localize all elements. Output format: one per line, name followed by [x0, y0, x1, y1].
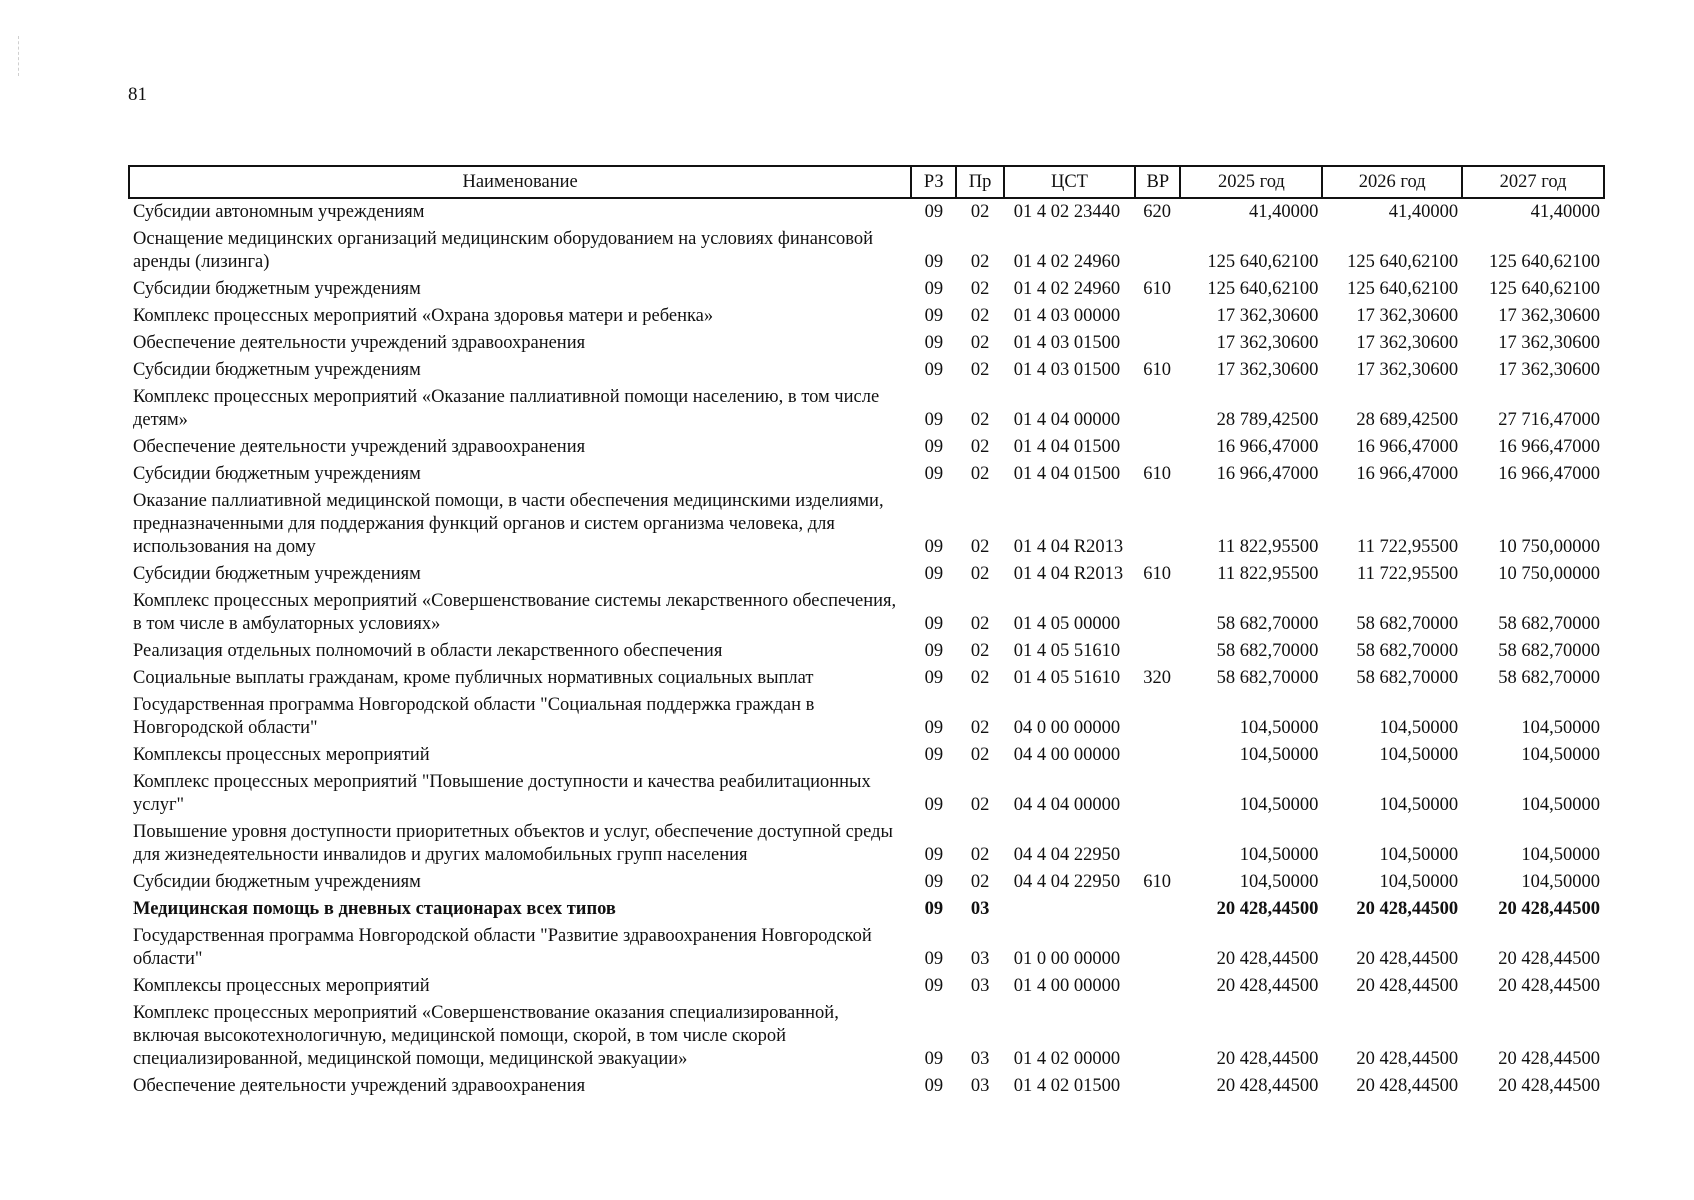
table-row	[129, 357, 1604, 384]
row-2026: 20 428,44500	[1356, 949, 1459, 969]
row-2025: 58 682,70000	[1216, 668, 1319, 688]
row-vr	[1135, 973, 1180, 1000]
row-vr	[1135, 303, 1180, 330]
table-row	[129, 461, 1604, 488]
row-2026: 104,50000	[1379, 718, 1459, 738]
table-row	[129, 692, 1604, 742]
row-2027: 20 428,44500	[1498, 976, 1600, 996]
row-pr: 03	[970, 899, 990, 919]
header-cst: ЦСТ	[1004, 166, 1136, 198]
table-row	[129, 742, 1604, 769]
row-rz: 09	[924, 333, 944, 353]
row-cst: 01 4 02 00000	[1013, 1049, 1121, 1069]
row-2026: 20 428,44500	[1356, 1049, 1459, 1069]
row-vr: 320	[1143, 668, 1172, 688]
row-vr: 610	[1143, 564, 1172, 584]
row-2027: 104,50000	[1521, 872, 1600, 892]
row-rz: 09	[924, 564, 944, 584]
row-cst: 01 4 02 23440	[1013, 202, 1121, 222]
row-2026: 11 722,95500	[1357, 564, 1459, 584]
row-rz: 09	[924, 537, 944, 557]
row-2027: 104,50000	[1521, 845, 1600, 865]
row-vr: 610	[1143, 872, 1172, 892]
row-pr: 02	[970, 306, 990, 326]
row-cst: 01 4 03 00000	[1013, 306, 1121, 326]
row-2026: 58 682,70000	[1356, 641, 1459, 661]
row-name: Повышение уровня доступности приоритетных объектов и услуг, обеспечение доступной среды для жизнедеятельности инвалидов и других маломобильных групп населения	[133, 822, 893, 865]
row-2027: 125 640,62100	[1489, 252, 1600, 272]
row-name: Комплекс процессных мероприятий «Совершенствование оказания специализированной, включая высокотехнологичную, медицинской помощи, скорой, в том числе скорой специализированной, медицинской помощи, медицинской эвакуации»	[133, 1003, 839, 1069]
row-vr	[1135, 434, 1180, 461]
row-2025: 104,50000	[1239, 795, 1319, 815]
row-2027: 16 966,47000	[1498, 437, 1600, 457]
table-row	[129, 896, 1604, 923]
row-2025: 20 428,44500	[1216, 1076, 1319, 1096]
row-rz: 09	[924, 279, 944, 299]
row-cst	[1004, 896, 1136, 923]
row-pr: 02	[970, 537, 990, 557]
row-2026: 58 682,70000	[1356, 614, 1459, 634]
row-vr: 610	[1143, 360, 1172, 380]
row-name: Субсидии бюджетным учреждениям	[133, 872, 421, 892]
row-2027: 58 682,70000	[1498, 668, 1600, 688]
row-2025: 58 682,70000	[1216, 641, 1319, 661]
header-rz: РЗ	[911, 166, 956, 198]
row-pr: 03	[970, 976, 990, 996]
row-2026: 125 640,62100	[1347, 279, 1459, 299]
row-2025: 20 428,44500	[1216, 1049, 1319, 1069]
row-cst: 04 4 04 22950	[1013, 845, 1121, 865]
row-2025: 58 682,70000	[1216, 614, 1319, 634]
row-2027: 58 682,70000	[1498, 641, 1600, 661]
table-row	[129, 1073, 1604, 1100]
table-row	[129, 819, 1604, 869]
scan-margin-marks	[18, 36, 20, 76]
row-2025: 104,50000	[1239, 745, 1319, 765]
row-rz: 09	[924, 360, 944, 380]
row-cst: 01 4 04 R2013	[1013, 564, 1124, 584]
row-name: Медицинская помощь в дневных стационарах всех типов	[133, 899, 616, 919]
row-2027: 27 716,47000	[1498, 410, 1600, 430]
row-name: Реализация отдельных полномочий в области лекарственного обеспечения	[133, 641, 723, 661]
row-pr: 02	[970, 410, 990, 430]
row-2026: 20 428,44500	[1356, 976, 1459, 996]
row-2027: 20 428,44500	[1498, 899, 1600, 919]
table-row	[129, 665, 1604, 692]
row-cst: 04 4 04 00000	[1013, 795, 1121, 815]
row-rz: 09	[924, 1076, 944, 1096]
table-row	[129, 384, 1604, 434]
row-vr	[1135, 692, 1180, 742]
row-2027: 17 362,30600	[1498, 360, 1600, 380]
row-vr	[1135, 742, 1180, 769]
row-vr	[1135, 896, 1180, 923]
row-name: Государственная программа Новгородской области "Развитие здравоохранения Новгородской области"	[133, 926, 872, 969]
table-row	[129, 276, 1604, 303]
row-cst: 04 4 00 00000	[1013, 745, 1121, 765]
row-pr: 02	[970, 872, 990, 892]
row-pr: 03	[970, 949, 990, 969]
row-pr: 02	[970, 333, 990, 353]
row-2026: 104,50000	[1379, 745, 1459, 765]
row-rz: 09	[924, 845, 944, 865]
row-name: Обеспечение деятельности учреждений здравоохранения	[133, 1076, 586, 1096]
row-vr	[1135, 819, 1180, 869]
row-rz: 09	[924, 202, 944, 222]
row-pr: 02	[970, 360, 990, 380]
row-cst: 01 4 05 51610	[1013, 641, 1121, 661]
row-cst: 01 4 03 01500	[1013, 360, 1121, 380]
row-2026: 125 640,62100	[1347, 252, 1459, 272]
row-2027: 10 750,00000	[1498, 564, 1600, 584]
row-2027: 20 428,44500	[1498, 1076, 1600, 1096]
table-row	[129, 330, 1604, 357]
row-2026: 104,50000	[1379, 795, 1459, 815]
row-2026: 104,50000	[1379, 872, 1459, 892]
row-pr: 03	[970, 1049, 990, 1069]
row-2025: 41,40000	[1248, 202, 1319, 222]
row-2027: 104,50000	[1521, 745, 1600, 765]
row-vr: 610	[1143, 279, 1172, 299]
row-2026: 16 966,47000	[1356, 464, 1459, 484]
row-2025: 28 789,42500	[1216, 410, 1319, 430]
table-body	[129, 198, 1604, 1100]
row-2027: 17 362,30600	[1498, 306, 1600, 326]
row-pr: 02	[970, 279, 990, 299]
row-name: Комплекс процессных мероприятий «Оказание паллиативной помощи населению, в том числе детям»	[133, 387, 880, 430]
row-2026: 11 722,95500	[1357, 537, 1459, 557]
row-rz: 09	[924, 718, 944, 738]
row-2025: 17 362,30600	[1216, 360, 1319, 380]
row-name: Государственная программа Новгородской области "Социальная поддержка граждан в Новгородской области"	[133, 695, 815, 738]
row-rz: 09	[924, 899, 944, 919]
row-cst: 04 0 00 00000	[1013, 718, 1121, 738]
row-name: Комплекс процессных мероприятий "Повышение доступности и качества реабилитационных услуг"	[133, 772, 871, 815]
row-name: Субсидии бюджетным учреждениям	[133, 564, 421, 584]
row-name: Субсидии бюджетным учреждениям	[133, 279, 421, 299]
row-2026: 28 689,42500	[1356, 410, 1459, 430]
row-pr: 02	[970, 437, 990, 457]
row-2026: 58 682,70000	[1356, 668, 1459, 688]
row-2027: 58 682,70000	[1498, 614, 1600, 634]
row-rz: 09	[924, 795, 944, 815]
row-name: Социальные выплаты гражданам, кроме публичных нормативных социальных выплат	[133, 668, 814, 688]
row-2027: 125 640,62100	[1489, 279, 1600, 299]
row-pr: 02	[970, 564, 990, 584]
row-2027: 17 362,30600	[1498, 333, 1600, 353]
table-row	[129, 303, 1604, 330]
row-2027: 16 966,47000	[1498, 464, 1600, 484]
row-vr	[1135, 384, 1180, 434]
row-2027: 41,40000	[1530, 202, 1600, 222]
row-rz: 09	[924, 410, 944, 430]
row-name: Субсидии бюджетным учреждениям	[133, 360, 421, 380]
row-2025: 11 822,95500	[1217, 537, 1319, 557]
row-2025: 104,50000	[1239, 872, 1319, 892]
row-2027: 10 750,00000	[1498, 537, 1600, 557]
row-2025: 20 428,44500	[1216, 976, 1319, 996]
row-pr: 02	[970, 614, 990, 634]
row-2026: 17 362,30600	[1356, 360, 1459, 380]
row-2026: 17 362,30600	[1356, 333, 1459, 353]
row-cst: 01 4 04 R2013	[1013, 537, 1124, 557]
table-row	[129, 638, 1604, 665]
row-rz: 09	[924, 872, 944, 892]
row-cst: 01 4 04 00000	[1013, 410, 1121, 430]
row-name: Оснащение медицинских организаций медицинским оборудованием на условиях финансовой аренды (лизинга)	[133, 229, 874, 272]
row-vr	[1135, 769, 1180, 819]
row-vr	[1135, 1073, 1180, 1100]
row-pr: 02	[970, 795, 990, 815]
table-row	[129, 588, 1604, 638]
row-2025: 20 428,44500	[1216, 899, 1319, 919]
header-name: Наименование	[129, 166, 911, 198]
row-2026: 20 428,44500	[1356, 1076, 1459, 1096]
row-name: Комплексы процессных мероприятий	[133, 745, 430, 765]
row-pr: 02	[970, 745, 990, 765]
row-pr: 02	[970, 641, 990, 661]
row-2027: 104,50000	[1521, 795, 1600, 815]
header-2027: 2027 год	[1462, 166, 1604, 198]
row-pr: 02	[970, 464, 990, 484]
row-2026: 16 966,47000	[1356, 437, 1459, 457]
row-cst: 01 4 04 01500	[1013, 464, 1121, 484]
row-2027: 20 428,44500	[1498, 1049, 1600, 1069]
row-rz: 09	[924, 976, 944, 996]
row-name: Обеспечение деятельности учреждений здравоохранения	[133, 333, 586, 353]
table-row	[129, 869, 1604, 896]
row-pr: 02	[970, 252, 990, 272]
row-vr: 610	[1143, 464, 1172, 484]
row-2025: 17 362,30600	[1216, 333, 1319, 353]
row-pr: 02	[970, 718, 990, 738]
row-2026: 41,40000	[1388, 202, 1459, 222]
table-row	[129, 488, 1604, 561]
row-2025: 125 640,62100	[1207, 279, 1319, 299]
row-cst: 04 4 04 22950	[1013, 872, 1121, 892]
row-name: Комплексы процессных мероприятий	[133, 976, 430, 996]
table-row	[129, 226, 1604, 276]
header-vr: ВР	[1135, 166, 1180, 198]
table-row	[129, 1000, 1604, 1073]
header-2026: 2026 год	[1322, 166, 1462, 198]
row-name: Субсидии бюджетным учреждениям	[133, 464, 421, 484]
row-2025: 125 640,62100	[1207, 252, 1319, 272]
row-pr: 03	[970, 1076, 990, 1096]
header-2025: 2025 год	[1180, 166, 1322, 198]
row-2027: 104,50000	[1521, 718, 1600, 738]
row-rz: 09	[924, 252, 944, 272]
row-cst: 01 4 05 51610	[1013, 668, 1121, 688]
row-vr	[1135, 1000, 1180, 1073]
table-row	[129, 561, 1604, 588]
row-cst: 01 0 00 00000	[1013, 949, 1121, 969]
row-name: Обеспечение деятельности учреждений здравоохранения	[133, 437, 586, 457]
row-2025: 104,50000	[1239, 718, 1319, 738]
row-2025: 17 362,30600	[1216, 306, 1319, 326]
row-cst: 01 4 02 24960	[1013, 279, 1121, 299]
row-rz: 09	[924, 949, 944, 969]
header-pr: Пр	[956, 166, 1003, 198]
row-rz: 09	[924, 668, 944, 688]
row-2025: 11 822,95500	[1217, 564, 1319, 584]
row-rz: 09	[924, 641, 944, 661]
table-row	[129, 923, 1604, 973]
row-rz: 09	[924, 437, 944, 457]
row-2026: 20 428,44500	[1356, 899, 1459, 919]
table-row	[129, 198, 1604, 226]
row-cst: 01 4 02 24960	[1013, 252, 1121, 272]
row-2025: 16 966,47000	[1216, 437, 1319, 457]
row-2025: 20 428,44500	[1216, 949, 1319, 969]
row-cst: 01 4 05 00000	[1013, 614, 1121, 634]
row-rz: 09	[924, 464, 944, 484]
row-cst: 01 4 00 00000	[1013, 976, 1121, 996]
row-pr: 02	[970, 845, 990, 865]
row-2027: 20 428,44500	[1498, 949, 1600, 969]
row-name: Субсидии автономным учреждениям	[133, 202, 425, 222]
row-vr	[1135, 588, 1180, 638]
row-vr	[1135, 226, 1180, 276]
row-rz: 09	[924, 745, 944, 765]
page-number: 81	[128, 84, 147, 105]
row-2025: 16 966,47000	[1216, 464, 1319, 484]
table-header-row	[129, 166, 1604, 198]
row-2025: 104,50000	[1239, 845, 1319, 865]
table-row	[129, 973, 1604, 1000]
row-rz: 09	[924, 1049, 944, 1069]
row-pr: 02	[970, 202, 990, 222]
row-name: Оказание паллиативной медицинской помощи, в части обеспечения медицинскими изделиями, предназначенными для поддержания функций органов и систем организма человека, для использования на дому	[133, 491, 884, 557]
row-2026: 17 362,30600	[1356, 306, 1459, 326]
row-cst: 01 4 04 01500	[1013, 437, 1121, 457]
row-vr	[1135, 488, 1180, 561]
budget-table	[128, 165, 1605, 1100]
table-row	[129, 769, 1604, 819]
row-vr	[1135, 330, 1180, 357]
row-2026: 104,50000	[1379, 845, 1459, 865]
row-name: Комплекс процессных мероприятий «Совершенствование системы лекарственного обеспечения, в том числе в амбулаторных условиях»	[133, 591, 897, 634]
table-row	[129, 434, 1604, 461]
row-vr	[1135, 638, 1180, 665]
row-name: Комплекс процессных мероприятий «Охрана здоровья матери и ребенка»	[133, 306, 714, 326]
row-rz: 09	[924, 306, 944, 326]
row-rz: 09	[924, 614, 944, 634]
row-vr: 620	[1143, 202, 1172, 222]
row-vr	[1135, 923, 1180, 973]
row-cst: 01 4 02 01500	[1013, 1076, 1121, 1096]
row-cst: 01 4 03 01500	[1013, 333, 1121, 353]
row-pr: 02	[970, 668, 990, 688]
